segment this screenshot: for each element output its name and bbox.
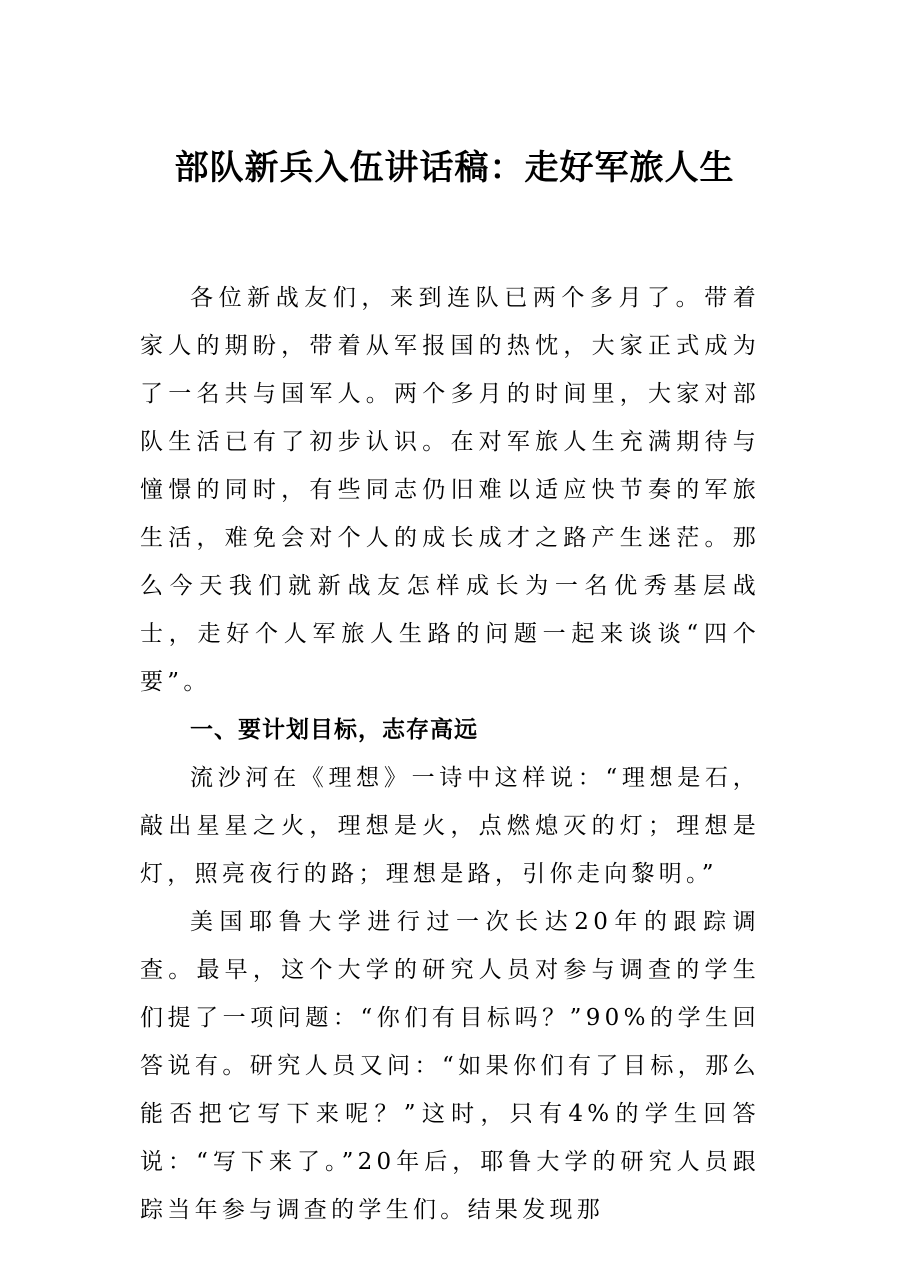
document-body — [140, 274, 760, 1234]
yale-study-paragraph: 美国耶鲁大学进行过一次长达20年的跟踪调查。最早，这个大学的研究人员对参与调查的学生们提了一项问题：“你们有目标吗？”90%的学生回答说有。研究人员又问：“如果你们有了目标，那么能否把它写下来呢？”这时，只有4%的学生回答说：“写下来了。”20年后，耶鲁大学的研究人员跟踪当年参与调查的学生们。结果发现那 — [140, 909, 760, 1223]
intro-paragraph: 各位新战友们，来到连队已两个多月了。带着家人的期盼，带着从军报国的热忱，大家正式成为了一名共与国军人。两个多月的时间里，大家对部队生活已有了初步认识。在对军旅人生充满期待与憧憬的同时，有些同志仍旧难以适应快节奏的军旅生活，难免会对个人的成长成才之路产生迷茫。那么今天我们就新战友怎样成长为一名优秀基层战士，走好个人军旅人生路的问题一起来谈谈“四个要”。 — [140, 285, 760, 695]
section-heading-1: 一、要计划目标，志存高远 — [190, 716, 478, 743]
poem-quote-paragraph: 流沙河在《理想》一诗中这样说：“理想是石，敲出星星之火，理想是火，点燃熄灭的灯；理想是灯，照亮夜行的路；理想是路，引你走向黎明。” — [140, 765, 760, 887]
document-title: 部队新兵入伍讲话稿：走好军旅人生 — [174, 148, 735, 188]
